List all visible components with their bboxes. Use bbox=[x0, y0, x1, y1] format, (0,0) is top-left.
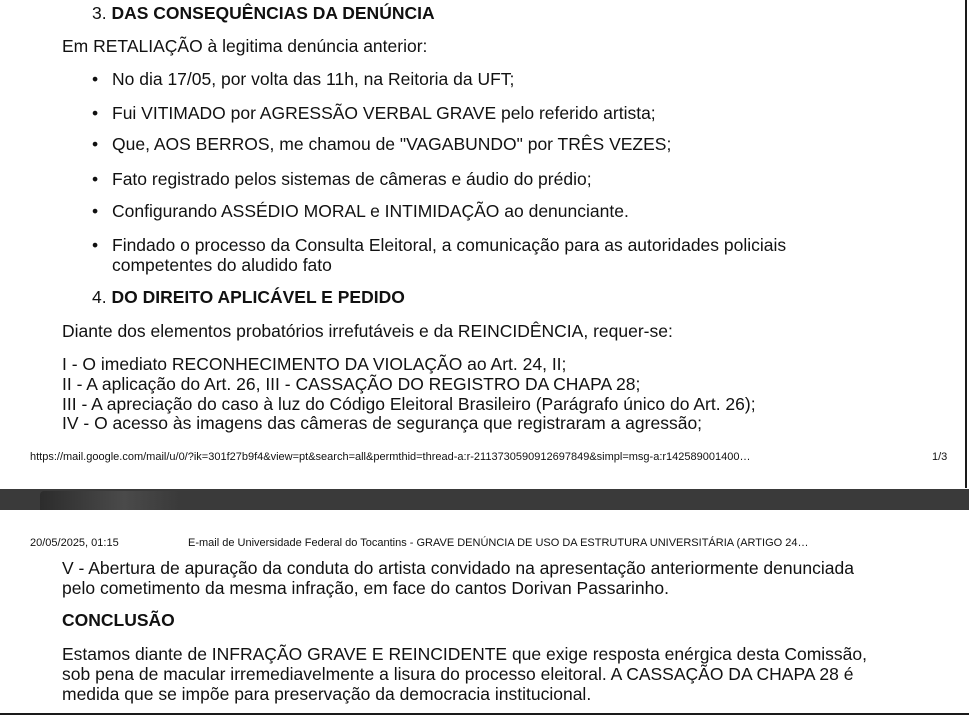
footer-page-number: 1/3 bbox=[932, 451, 948, 463]
bullet-dot: • bbox=[92, 235, 99, 255]
section-4-intro: Diante dos elementos probatórios irrefutáveis e da REINCIDÊNCIA, requer-se: bbox=[62, 321, 673, 341]
request-5-line-2: pelo cometimento da mesma infração, em face do cantos Dorivan Passarinho. bbox=[62, 578, 669, 598]
bullet-dot: • bbox=[92, 69, 99, 89]
footer-url: https://mail.google.com/mail/u/0/?ik=301f27b9f4&view=pt&search=all&permthid=thread-a:r-2113730590912697849&simpl=msg-a:r142589001400… bbox=[30, 451, 751, 463]
section-4-number: 4. bbox=[92, 287, 107, 307]
bullet-text: No dia 17/05, por volta das 11h, na Reitoria da UFT; bbox=[112, 69, 515, 89]
bullet-dot: • bbox=[92, 134, 99, 154]
conclusion-line-2: sob pena de macular irremediavelmente a lisura do processo eleitoral. A CASSAÇÃO DA CHAPA 28 é bbox=[62, 664, 854, 684]
request-line: II - A aplicação do Art. 26, III - CASSAÇÃO DO REGISTRO DA CHAPA 28; bbox=[62, 374, 641, 394]
document-page-2 bbox=[0, 510, 969, 715]
section-3-number: 3. bbox=[92, 3, 107, 23]
request-line: IV - O acesso às imagens das câmeras de segurança que registraram a agressão; bbox=[62, 413, 703, 433]
conclusion-line-3: medida que se impõe para preservação da democracia institucional. bbox=[62, 684, 592, 704]
request-5-line-1: V - Abertura de apuração da conduta do artista convidado na apresentação anteriormente denunciada bbox=[62, 558, 854, 578]
section-3-title: DAS CONSEQUÊNCIAS DA DENÚNCIA bbox=[111, 3, 435, 23]
print-header-title: E-mail de Universidade Federal do Tocantins - GRAVE DENÚNCIA DE USO DA ESTRUTURA UNIVERSITÁRIA (ARTIGO 24… bbox=[188, 537, 809, 549]
bullet-text: Que, AOS BERROS, me chamou de "VAGABUNDO" por TRÊS VEZES; bbox=[112, 134, 672, 154]
bullet-text: Findado o processo da Consulta Eleitoral, a comunicação para as autoridades policiais bbox=[112, 235, 787, 255]
section-3-heading bbox=[92, 3, 435, 23]
bullet-text: Fui VITIMADO por AGRESSÃO VERBAL GRAVE pelo referido artista; bbox=[112, 103, 656, 123]
conclusion-line-1: Estamos diante de INFRAÇÃO GRAVE E REINCIDENTE que exige resposta enérgica desta Comissão, bbox=[62, 644, 868, 664]
bullet-text: Configurando ASSÉDIO MORAL e INTIMIDAÇÃO ao denunciante. bbox=[112, 201, 629, 221]
separator-shadow bbox=[40, 491, 180, 510]
bullet-text: Fato registrado pelos sistemas de câmeras e áudio do prédio; bbox=[112, 169, 592, 189]
section-4-heading bbox=[92, 287, 405, 307]
print-header-datetime: 20/05/2025, 01:15 bbox=[30, 537, 119, 549]
bullet-dot: • bbox=[92, 169, 99, 189]
request-line: I - O imediato RECONHECIMENTO DA VIOLAÇÃO ao Art. 24, II; bbox=[62, 354, 567, 374]
request-line: III - A apreciação do caso à luz do Código Eleitoral Brasileiro (Parágrafo único do Art. 26); bbox=[62, 394, 756, 414]
bullet-text: competentes do aludido fato bbox=[112, 255, 332, 275]
conclusion-title: CONCLUSÃO bbox=[62, 610, 175, 630]
bullet-dot: • bbox=[92, 103, 99, 123]
page-separator bbox=[0, 489, 969, 510]
section-3-intro: Em RETALIAÇÃO à legitima denúncia anterior: bbox=[62, 36, 428, 56]
section-4-title: DO DIREITO APLICÁVEL E PEDIDO bbox=[111, 287, 405, 307]
bullet-dot: • bbox=[92, 201, 99, 221]
